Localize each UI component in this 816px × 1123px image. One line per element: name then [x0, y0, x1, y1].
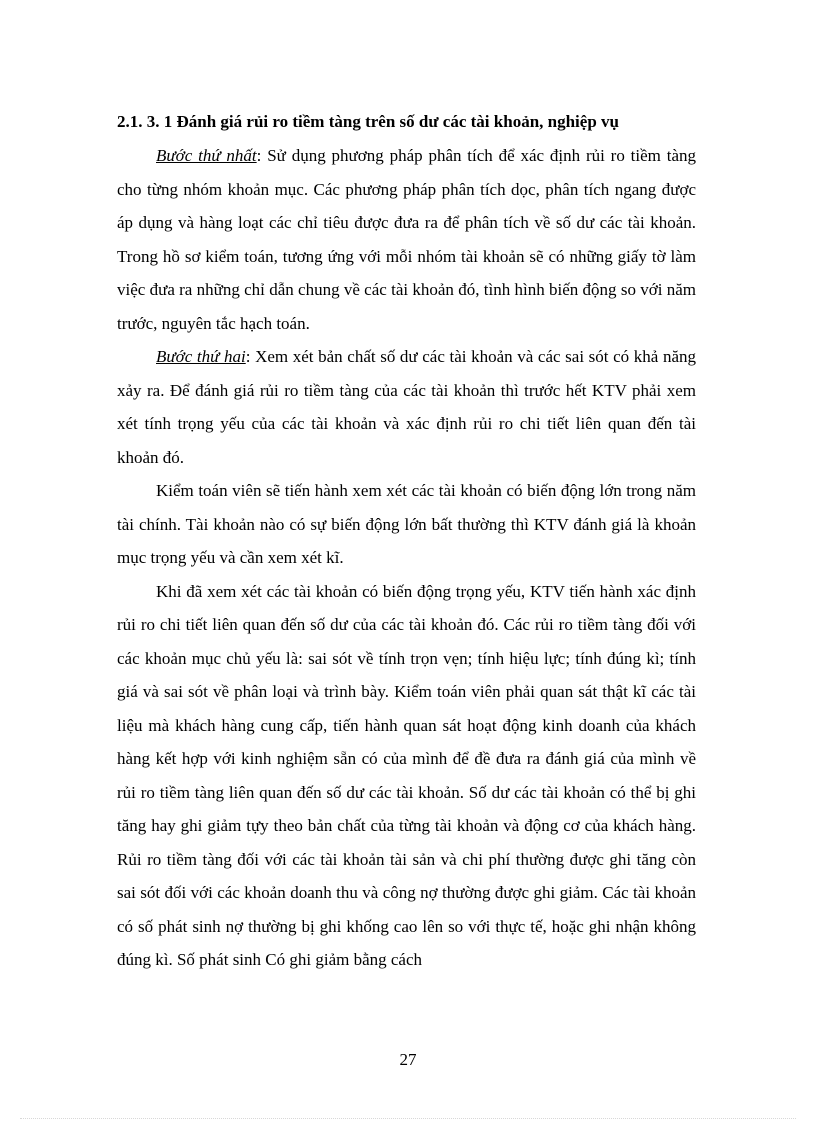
step-two-text: : Xem xét bản chất số dư các tài khoản và các sai sót có khả năng xảy ra. Để đánh giá rủi ro tiềm tàng của các tài khoản thì trước hết KTV phải xem xét tính trọng yếu của các tài khoản và xác định rủi ro chi tiết liên quan đến tài khoản đó.: [117, 347, 696, 467]
page-number: 27: [399, 1050, 417, 1069]
page-bottom-divider: [20, 1118, 796, 1119]
paragraph-risk-details: Khi đã xem xét các tài khoản có biến động trọng yếu, KTV tiến hành xác định rủi ro chi tiết liên quan đến số dư của các tài khoản đó. Các rủi ro tiềm tàng đối với các khoản mục chủ yếu là: sai sót về tính trọn vẹn; tính hiệu lực; tính đúng kì; tính giá và sai sót về phân loại và trình bày. Kiểm toán viên phải quan sát thật kĩ các tài liệu mà khách hàng cung cấp, tiến hành quan sát hoạt động kinh doanh của khách hàng kết hợp với kinh nghiệm sẵn có của mình để đề đưa ra đánh giá của mình về rủi ro tiềm tàng liên quan đến số dư các tài khoản. Số dư các tài khoản có thể bị ghi tăng hay ghi giảm tựy theo bản chất của từng tài khoản và động cơ của khách hàng. Rủi ro tiềm tàng đối với các tài khoản tài sản và chi phí thường được ghi tăng còn sai sót đối với các khoản doanh thu và công nợ thường được ghi giảm. Các tài khoản có số phát sinh nợ thường bị ghi khống cao lên so với thực tế, hoặc ghi nhận không đúng kì. Số phát sinh Có ghi giảm bằng cách: [117, 581, 696, 969]
document-body: [117, 105, 696, 977]
paragraph-step-one: [117, 139, 696, 340]
step-two-label: Bước thứ hai: [156, 347, 246, 366]
section-heading: 2.1. 3. 1 Đánh giá rủi ro tiềm tàng trên số dư các tài khoản, nghiệp vụ: [117, 112, 619, 131]
paragraph-step-two: [117, 340, 696, 474]
step-one-text: : Sử dụng phương pháp phân tích để xác định rủi ro tiềm tàng cho từng nhóm khoản mục. Các phương pháp phân tích dọc, phân tích ngang được áp dụng và hàng loạt các chỉ tiêu được đưa ra để phân tích về số dư các tài khoản. Trong hồ sơ kiểm toán, tương ứng với mỗi nhóm tài khoản sẽ có những giấy tờ làm việc đưa ra những chỉ dẫn chung về các tài khoản đó, tình hình biến động so với năm trước, nguyên tắc hạch toán.: [117, 146, 696, 333]
step-one-label: Bước thứ nhất: [156, 146, 257, 165]
paragraph-auditor-review: Kiểm toán viên sẽ tiến hành xem xét các tài khoản có biến động lớn trong năm tài chính. Tài khoản nào có sự biến động lớn bất thường thì KTV đánh giá là khoản mục trọng yếu và cần xem xét kĩ.: [117, 481, 696, 567]
